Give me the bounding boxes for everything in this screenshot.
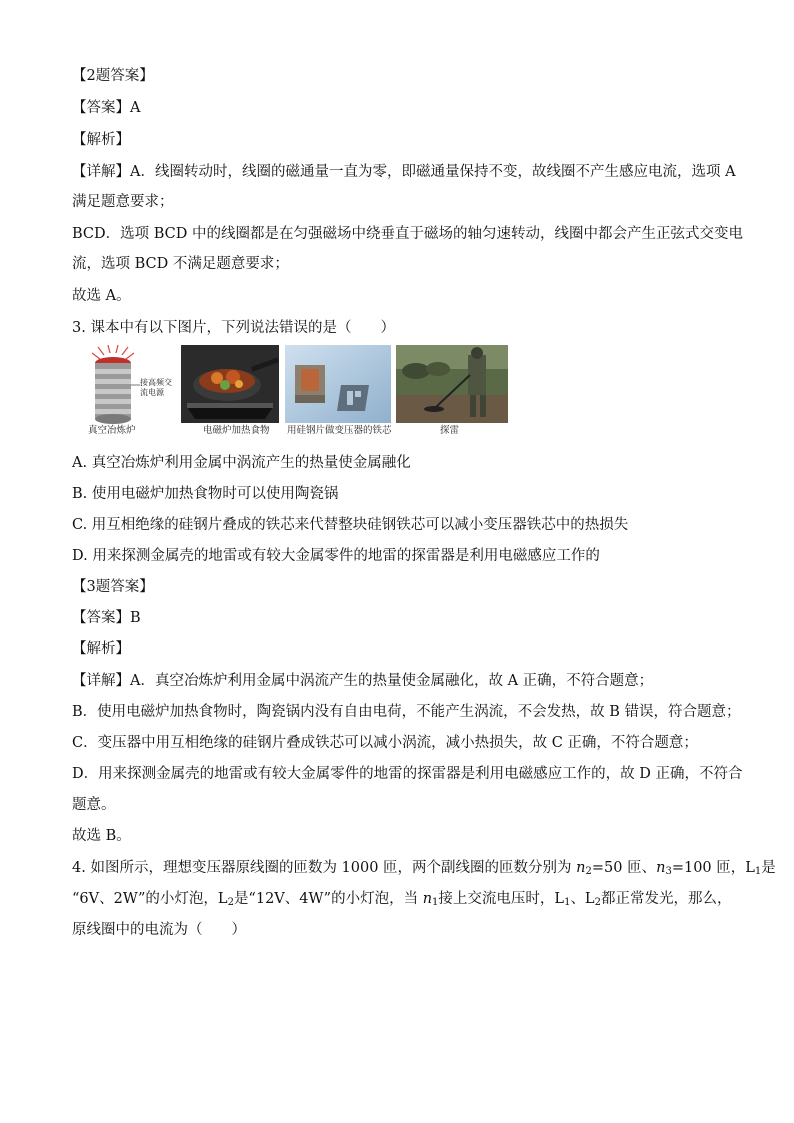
q4-sub: 2 (594, 897, 601, 908)
q2-answer: 【答案】A (72, 100, 141, 116)
q4-text: =100 匝，L (671, 860, 755, 876)
q3-analysis-label: 【解析】 (72, 641, 130, 657)
q3-detail-a: 【详解】A．真空冶炼炉利用金属中涡流产生的热量使金属融化，故 A 正确，不符合题意； (72, 673, 654, 689)
q2-detail-line2b: 流，选项 BCD 不满足题意要求； (72, 256, 289, 272)
mine-detector-photo (396, 345, 508, 423)
q4-sub: 3 (665, 866, 672, 877)
q3-option-b: B. 使用电磁炉加热食物时可以使用陶瓷锅 (72, 486, 339, 502)
q4-sub: 1 (564, 897, 571, 908)
q3-detail-d-cont: 题意。 (72, 797, 116, 813)
q4-sub: 2 (585, 866, 592, 877)
q4-var-n3: n (656, 860, 666, 876)
q4-text: 接上交流电压时，L (438, 891, 565, 907)
q4-text: =50 匝、 (591, 860, 657, 876)
q3-conclusion: 故选 B。 (72, 828, 131, 844)
q4-text: “6V、2W”的小灯泡，L (72, 891, 228, 907)
q2-answer-header: 【2题答案】 (72, 68, 154, 84)
figure-vacuum-furnace (80, 345, 172, 437)
q3-answer-header: 【3题答案】 (72, 579, 154, 595)
q3-stem: 3. 课本中有以下图片，下列说法错误的是（ ） (72, 320, 395, 336)
q2-detail-line1b: 满足题意要求； (72, 194, 174, 210)
q4-text: 、L (570, 891, 595, 907)
fig1-caption: 真空冶炼炉 (88, 425, 136, 436)
q2-conclusion: 故选 A。 (72, 288, 131, 304)
q2-analysis-label: 【解析】 (72, 132, 130, 148)
q4-sub: 2 (227, 897, 234, 908)
figure-transformer-core (285, 345, 391, 437)
q3-detail-b: B．使用电磁炉加热食物时，陶瓷锅内没有自由电荷，不能产生涡流，不会发热，故 B 错误，符合题意； (72, 704, 741, 720)
q3-detail-c: C．变压器中用互相绝缘的硅钢片叠成铁芯可以减小涡流，减小热损失，故 C 正确，不符合题意； (72, 735, 698, 751)
figure-mine-detector (396, 345, 508, 437)
q3-detail-d: D．用来探测金属壳的地雷或有较大金属零件的地雷的探雷器是利用电磁感应工作的，故 D 正确，不符合 (72, 766, 743, 782)
q3-option-c: C. 用互相绝缘的硅钢片叠成的铁芯来代替整块硅钢铁芯可以减小变压器铁芯中的热损失 (72, 517, 629, 533)
transformer-core-photo (285, 345, 391, 423)
q3-answer: 【答案】B (72, 610, 141, 626)
fig2-caption: 电磁炉加热食物 (203, 425, 270, 436)
q3-option-d: D. 用来探测金属壳的地雷或有较大金属零件的地雷的探雷器是利用电磁感应工作的 (72, 548, 600, 564)
fig4-caption: 探雷 (440, 425, 460, 436)
q4-var-n2: n (576, 860, 586, 876)
q4-text: 是 (761, 860, 776, 876)
fig1-label: 接高频交流电源 (140, 378, 172, 397)
q4-sub: 1 (754, 866, 762, 877)
q4-text: 4. 如图所示，理想变压器原线圈的匝数为 1000 匝，两个副线圈的匝数分别为 (72, 860, 577, 876)
q4-text: 都正常发光，那么， (600, 891, 732, 907)
q4-sub: 1 (432, 897, 439, 908)
q3-figure-strip (80, 345, 510, 437)
q4-stem-line2 (72, 889, 731, 913)
q4-stem-line1 (72, 858, 776, 882)
q2-detail-line2: BCD．选项 BCD 中的线圈都是在匀强磁场中绕垂直于磁场的轴匀速转动，线圈中都会产生正弦式交变电 (72, 226, 744, 242)
fig3-caption: 用硅钢片做变压器的铁芯 (287, 425, 392, 436)
q4-text: 是“12V、4W”的小灯泡，当 (233, 891, 423, 907)
q2-detail-line1: 【详解】A．线圈转动时，线圈的磁通量一直为零，即磁通量保持不变，故线圈不产生感应电流，选项 A (72, 164, 736, 180)
q4-stem-line3: 原线圈中的电流为（ ） (72, 922, 246, 938)
induction-cooker-photo (181, 345, 279, 423)
figure-induction-cooker (181, 345, 279, 437)
q3-option-a: A. 真空冶炼炉利用金属中涡流产生的热量使金属融化 (72, 455, 411, 471)
q4-var-n1: n (422, 891, 433, 907)
